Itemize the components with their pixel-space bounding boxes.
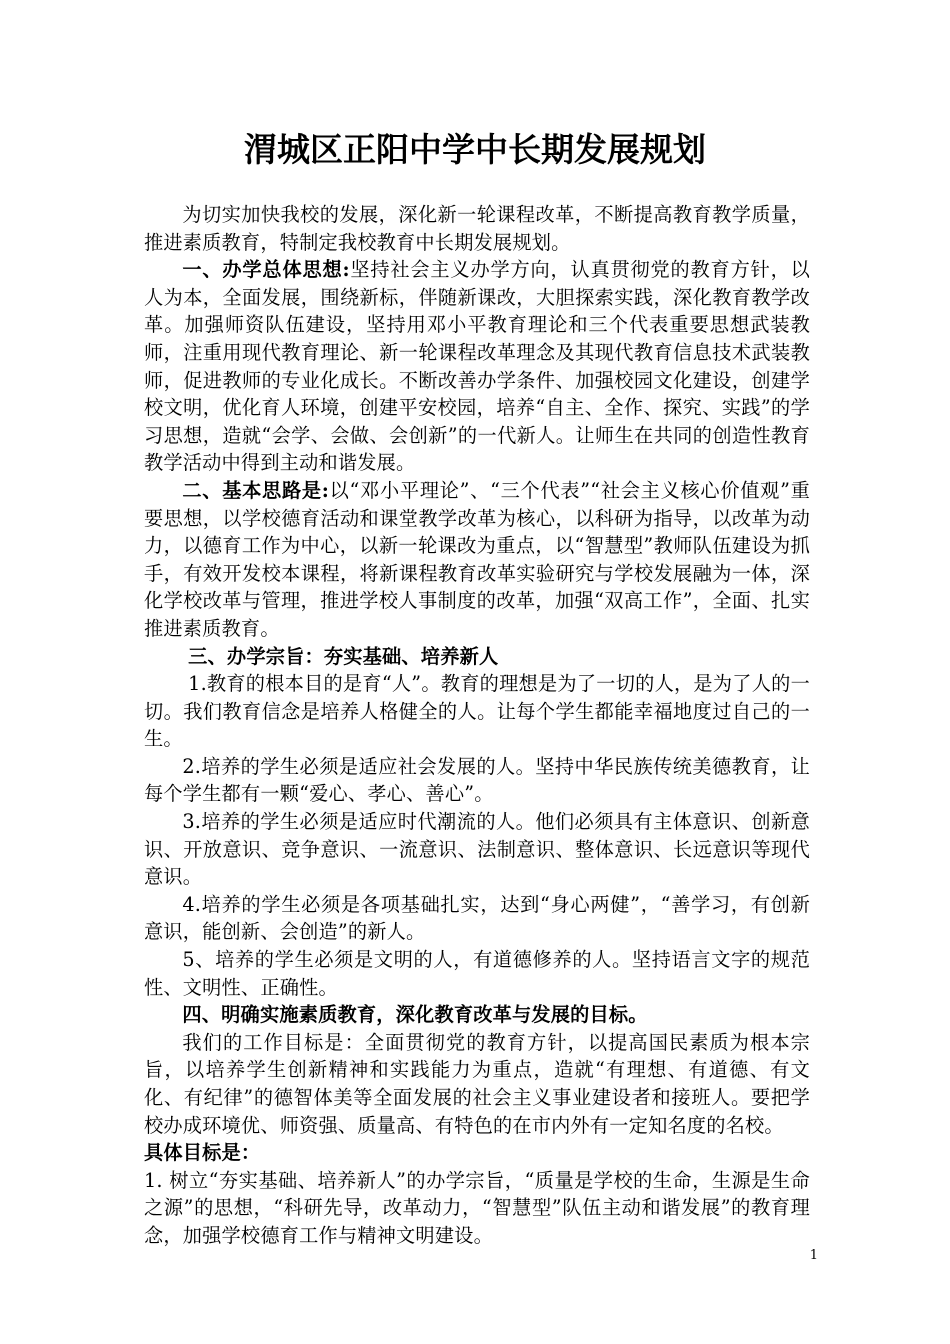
document-body bbox=[144, 201, 810, 1250]
page-number: 1 bbox=[809, 1248, 818, 1263]
section-1-text: 坚持社会主义办学方向，认真贯彻党的教育方针，以人为本，全面发展，围绕新标，伴随新课改，大胆探索实践，深化教育教学改革。加强师资队伍建设，坚持用邓小平教育理论和三个代表重要思想武装教师，注重用现代教育理论、新一轮课程改革理念及其现代教育信息技术武装教师，促进教师的专业化成长。不断改善办学条件、加强校园文化建设，创建学校文明，优化育人环境，创建平安校园，培养“自主、全作、探究、实践”的学习思想，造就“会学、会做、会创新”的一代新人。让师生在共同的创造性教育教学活动中得到主动和谐发展。 bbox=[144, 258, 810, 475]
section-2-heading: 二、基本思路是 bbox=[182, 478, 322, 502]
goal-1-paragraph: 1. 树立“夯实基础、培养新人”的办学宗旨，“质量是学校的生命，生源是生命之源”的思想，“科研先导，改革动力，“智慧型”队伍主动和谐发展”的教育理念，加强学校德育工作与精神文明建设。 bbox=[144, 1168, 810, 1247]
section-4-heading: 四、明确实施素质教育，深化教育改革与发展的目标。 bbox=[182, 1003, 648, 1027]
section-3-item-1: 1.教育的根本目的是育“人”。教育的理想是为了一切的人，是为了人的一切。我们教育信念是培养人格健全的人。让每个学生都能幸福地度过自己的一生。 bbox=[144, 672, 810, 751]
section-2-colon: : bbox=[321, 478, 330, 502]
section-1-heading: 一、办学总体思想 bbox=[182, 258, 343, 282]
section-3-item-2: 2.培养的学生必须是适应社会发展的人。坚持中华民族传统美德教育，让每个学生都有一颗“爱心、孝心、善心”。 bbox=[144, 754, 810, 806]
document-title: 渭城区正阳中学中长期发展规划 bbox=[244, 130, 706, 169]
intro-paragraph: 为切实加快我校的发展，深化新一轮课程改革，不断提高教育教学质量，推进素质教育，特制定我校教育中长期发展规划。 bbox=[144, 203, 810, 254]
section-2-text: 以“邓小平理论”、“三个代表”“社会主义核心价值观”重要思想，以学校德育活动和课堂教学改革为核心，以科研为指导，以改革为动力，以德育工作为中心，以新一轮课改为重点，以“智慧型”教师队伍建设为抓手，有效开发校本课程，将新课程教育改革实验研究与学校发展融为一体，深化学校改革与管理，推进学校人事制度的改革，加强“双高工作”，全面、扎实推进素质教育。 bbox=[144, 478, 810, 640]
section-3-heading: 三、办学宗旨：夯实基础、培养新人 bbox=[188, 644, 499, 668]
section-1-colon: : bbox=[342, 258, 350, 282]
section-1-paragraph bbox=[144, 256, 810, 477]
section-4-paragraph: 我们的工作目标是：全面贯彻党的教育方针，以提高国民素质为根本宗旨，以培养学生创新精神和实践能力为重点，造就“有理想、有道德、有文化、有纪律”的德智体美等全面发展的社会主义事业建设者和接班人。要把学校办成环境优、师资强、质量高、有特色的在市内外有一定知名度的名校。 bbox=[144, 1030, 810, 1137]
section-3-item-5: 5、培养的学生必须是文明的人，有道德修养的人。坚持语言文字的规范性、文明性、正确性。 bbox=[144, 948, 810, 999]
goals-heading: 具体目标是： bbox=[144, 1141, 261, 1165]
section-2-paragraph bbox=[144, 477, 810, 643]
section-3-item-4: 4.培养的学生必须是各项基础扎实，达到“身心两健”，“善学习，有创新意识，能创新、会创造”的新人。 bbox=[144, 892, 810, 944]
section-3-item-3: 3.培养的学生必须是适应时代潮流的人。他们必须具有主体意识、创新意识、开放意识、竞争意识、一流意识、法制意识、整体意识、长远意识等现代意识。 bbox=[144, 810, 810, 889]
